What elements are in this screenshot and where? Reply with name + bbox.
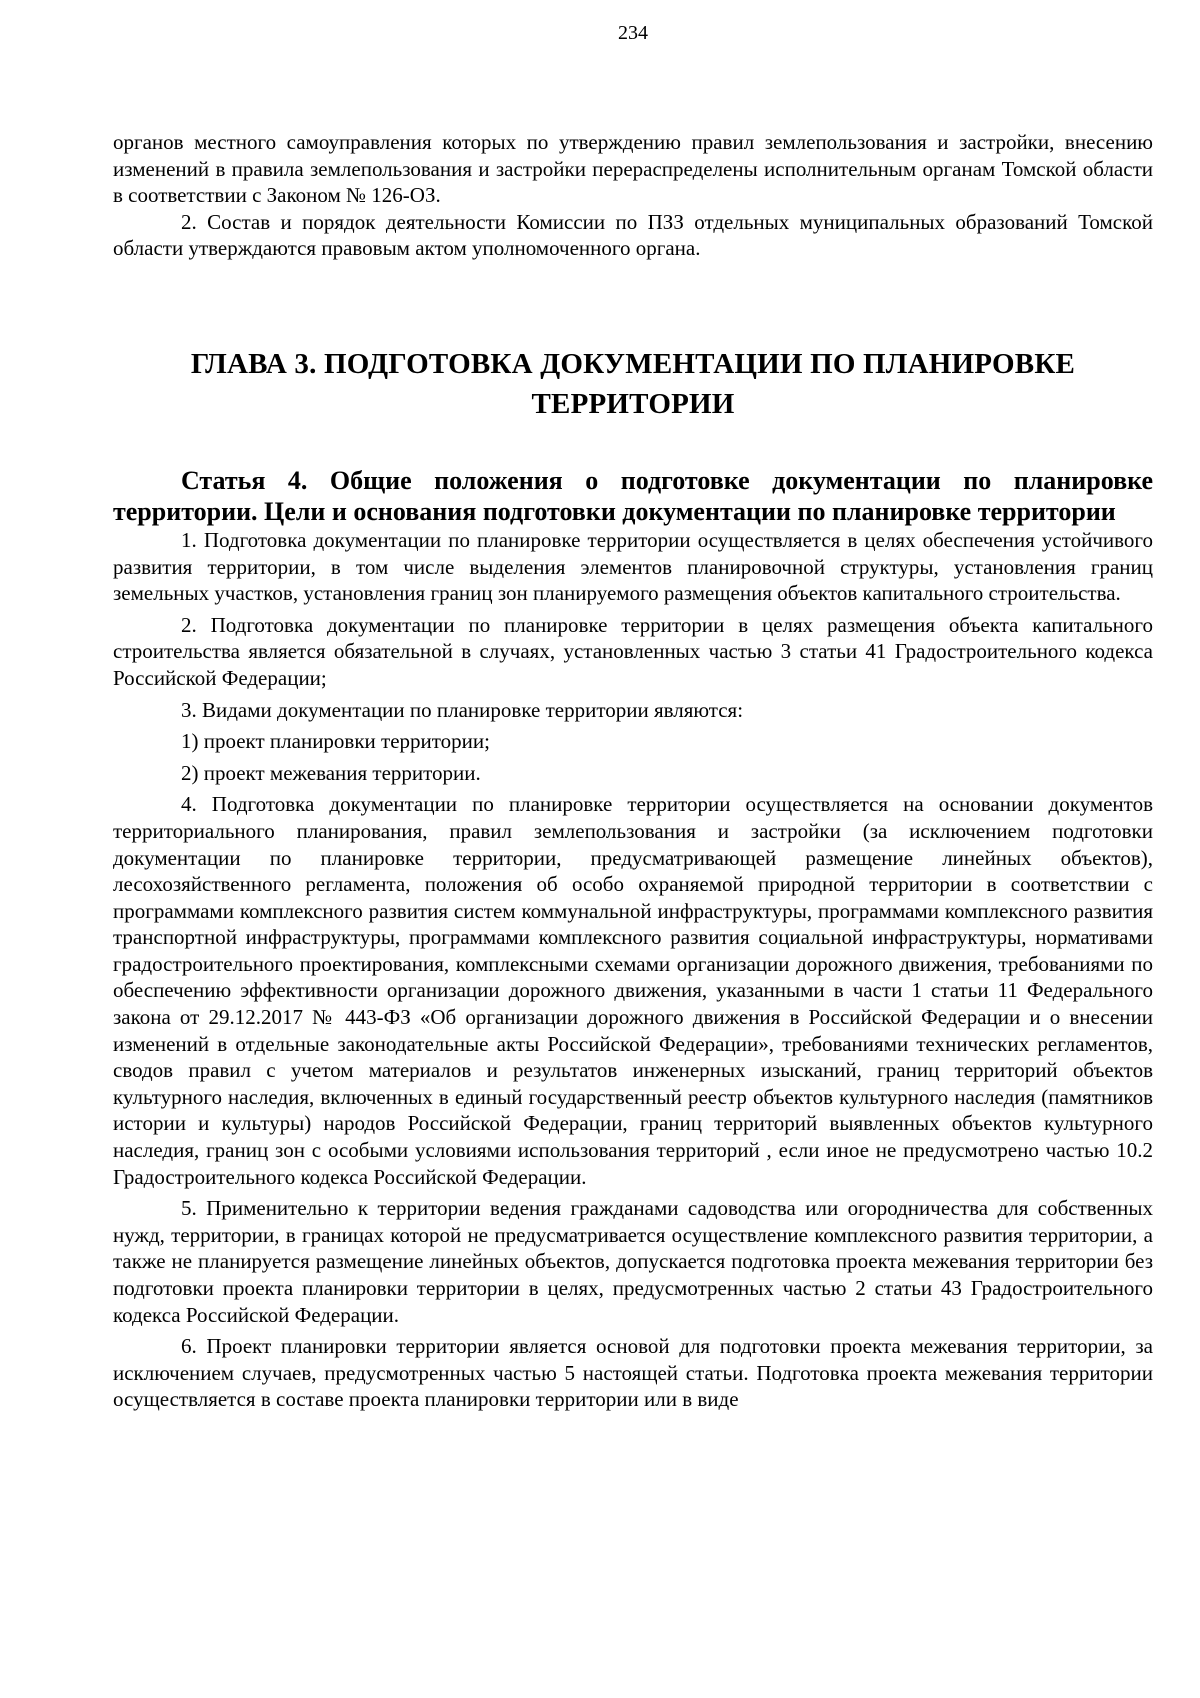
page-number: 234 <box>618 22 648 44</box>
article-title: Статья 4. Общие положения о подготовке документации по планировке территории. Цели и основания подготовки документации по планировке территории <box>113 465 1153 526</box>
document-page <box>113 0 1153 1413</box>
article-list-item-2: 2) проект межевания территории. <box>181 760 481 785</box>
article-paragraph-2: 2. Подготовка документации по планировке территории в целях размещения объекта капитального строительства является обязательной в случаях, установленных частью 3 статьи 41 Градостроительного кодекса Российской Федерации; <box>113 612 1153 690</box>
article-paragraph-3: 3. Видами документации по планировке территории являются: <box>181 697 744 722</box>
article-list-item-1: 1) проект планировки территории; <box>181 729 490 754</box>
article-paragraph-6: 6. Проект планировки территории является основой для подготовки проекта межевания территории, за исключением случаев, предусмотренных частью 5 настоящей статьи. Подготовка проекта межевания территории осуществляется в составе проекта планировки территории или в виде <box>113 1334 1153 1412</box>
article-paragraph-4: 4. Подготовка документации по планировке территории осуществляется на основании документов территориального планирования, правил землепользования и застройки (за исключением подготовки документации по планировке территории, предусматривающей размещение линейных объектов), лесохозяйственного регламента, положения об особо охраняемой природной территории в соответствии с программами комплексного развития систем коммунальной инфраструктуры, программами комплексного развития транспортной инфраструктуры, программами комплексного развития социальной инфраструктуры, нормативами градостроительного проектирования, комплексными схемами организации дорожного движения, требованиями по обеспечению эффективности организации дорожного движения, указанными в части 1 статьи 11 Федерального закона от 29.12.2017 № 443-ФЗ «Об организации дорожного движения в Российской Федерации и о внесении изменений в отдельные законодательные акты Российской Федерации», требованиями технических регламентов, сводов правил с учетом материалов и результатов инженерных изысканий, границ территорий объектов культурного наследия, включенных в единый государственный реестр объектов культурного наследия (памятников истории и культуры) народов Российской Федерации, границ территорий выявленных объектов культурного наследия, границ зон с особыми условиями использования территорий , если иное не предусмотрено частью 10.2 Градостроительного кодекса Российской Федерации. <box>113 792 1153 1189</box>
intro-continuation: органов местного самоуправления которых по утверждению правил землепользования и застройки, внесению изменений в правила землепользования и застройки перераспределены исполнительным органам Томской области в соответствии с Законом № 126-ОЗ. <box>113 130 1153 208</box>
chapter-title <box>113 344 1153 424</box>
article-paragraph-5: 5. Применительно к территории ведения гражданами садоводства или огородничества для собственных нужд, территории, в границах которой не предусматривается осуществление комплексного развития территории, а также не планируется размещение линейных объектов, допускается подготовка проекта межевания территории без подготовки проекта планировки территории в целях, предусмотренных частью 2 статьи 43 Градостроительного кодекса Российской Федерации. <box>113 1196 1153 1327</box>
chapter-title-line-2: ТЕРРИТОРИИ <box>531 387 735 420</box>
chapter-title-line-1: ГЛАВА 3. ПОДГОТОВКА ДОКУМЕНТАЦИИ ПО ПЛАНИРОВКЕ <box>190 347 1076 380</box>
intro-item-2: 2. Состав и порядок деятельности Комиссии по ПЗЗ отдельных муниципальных образований Томской области утверждаются правовым актом уполномоченного органа. <box>113 209 1153 261</box>
article-paragraph-1: 1. Подготовка документации по планировке территории осуществляется в целях обеспечения устойчивого развития территории, в том числе выделения элементов планировочной структуры, установления границ земельных участков, установления границ зон планируемого размещения объектов капитального строительства. <box>113 527 1153 606</box>
